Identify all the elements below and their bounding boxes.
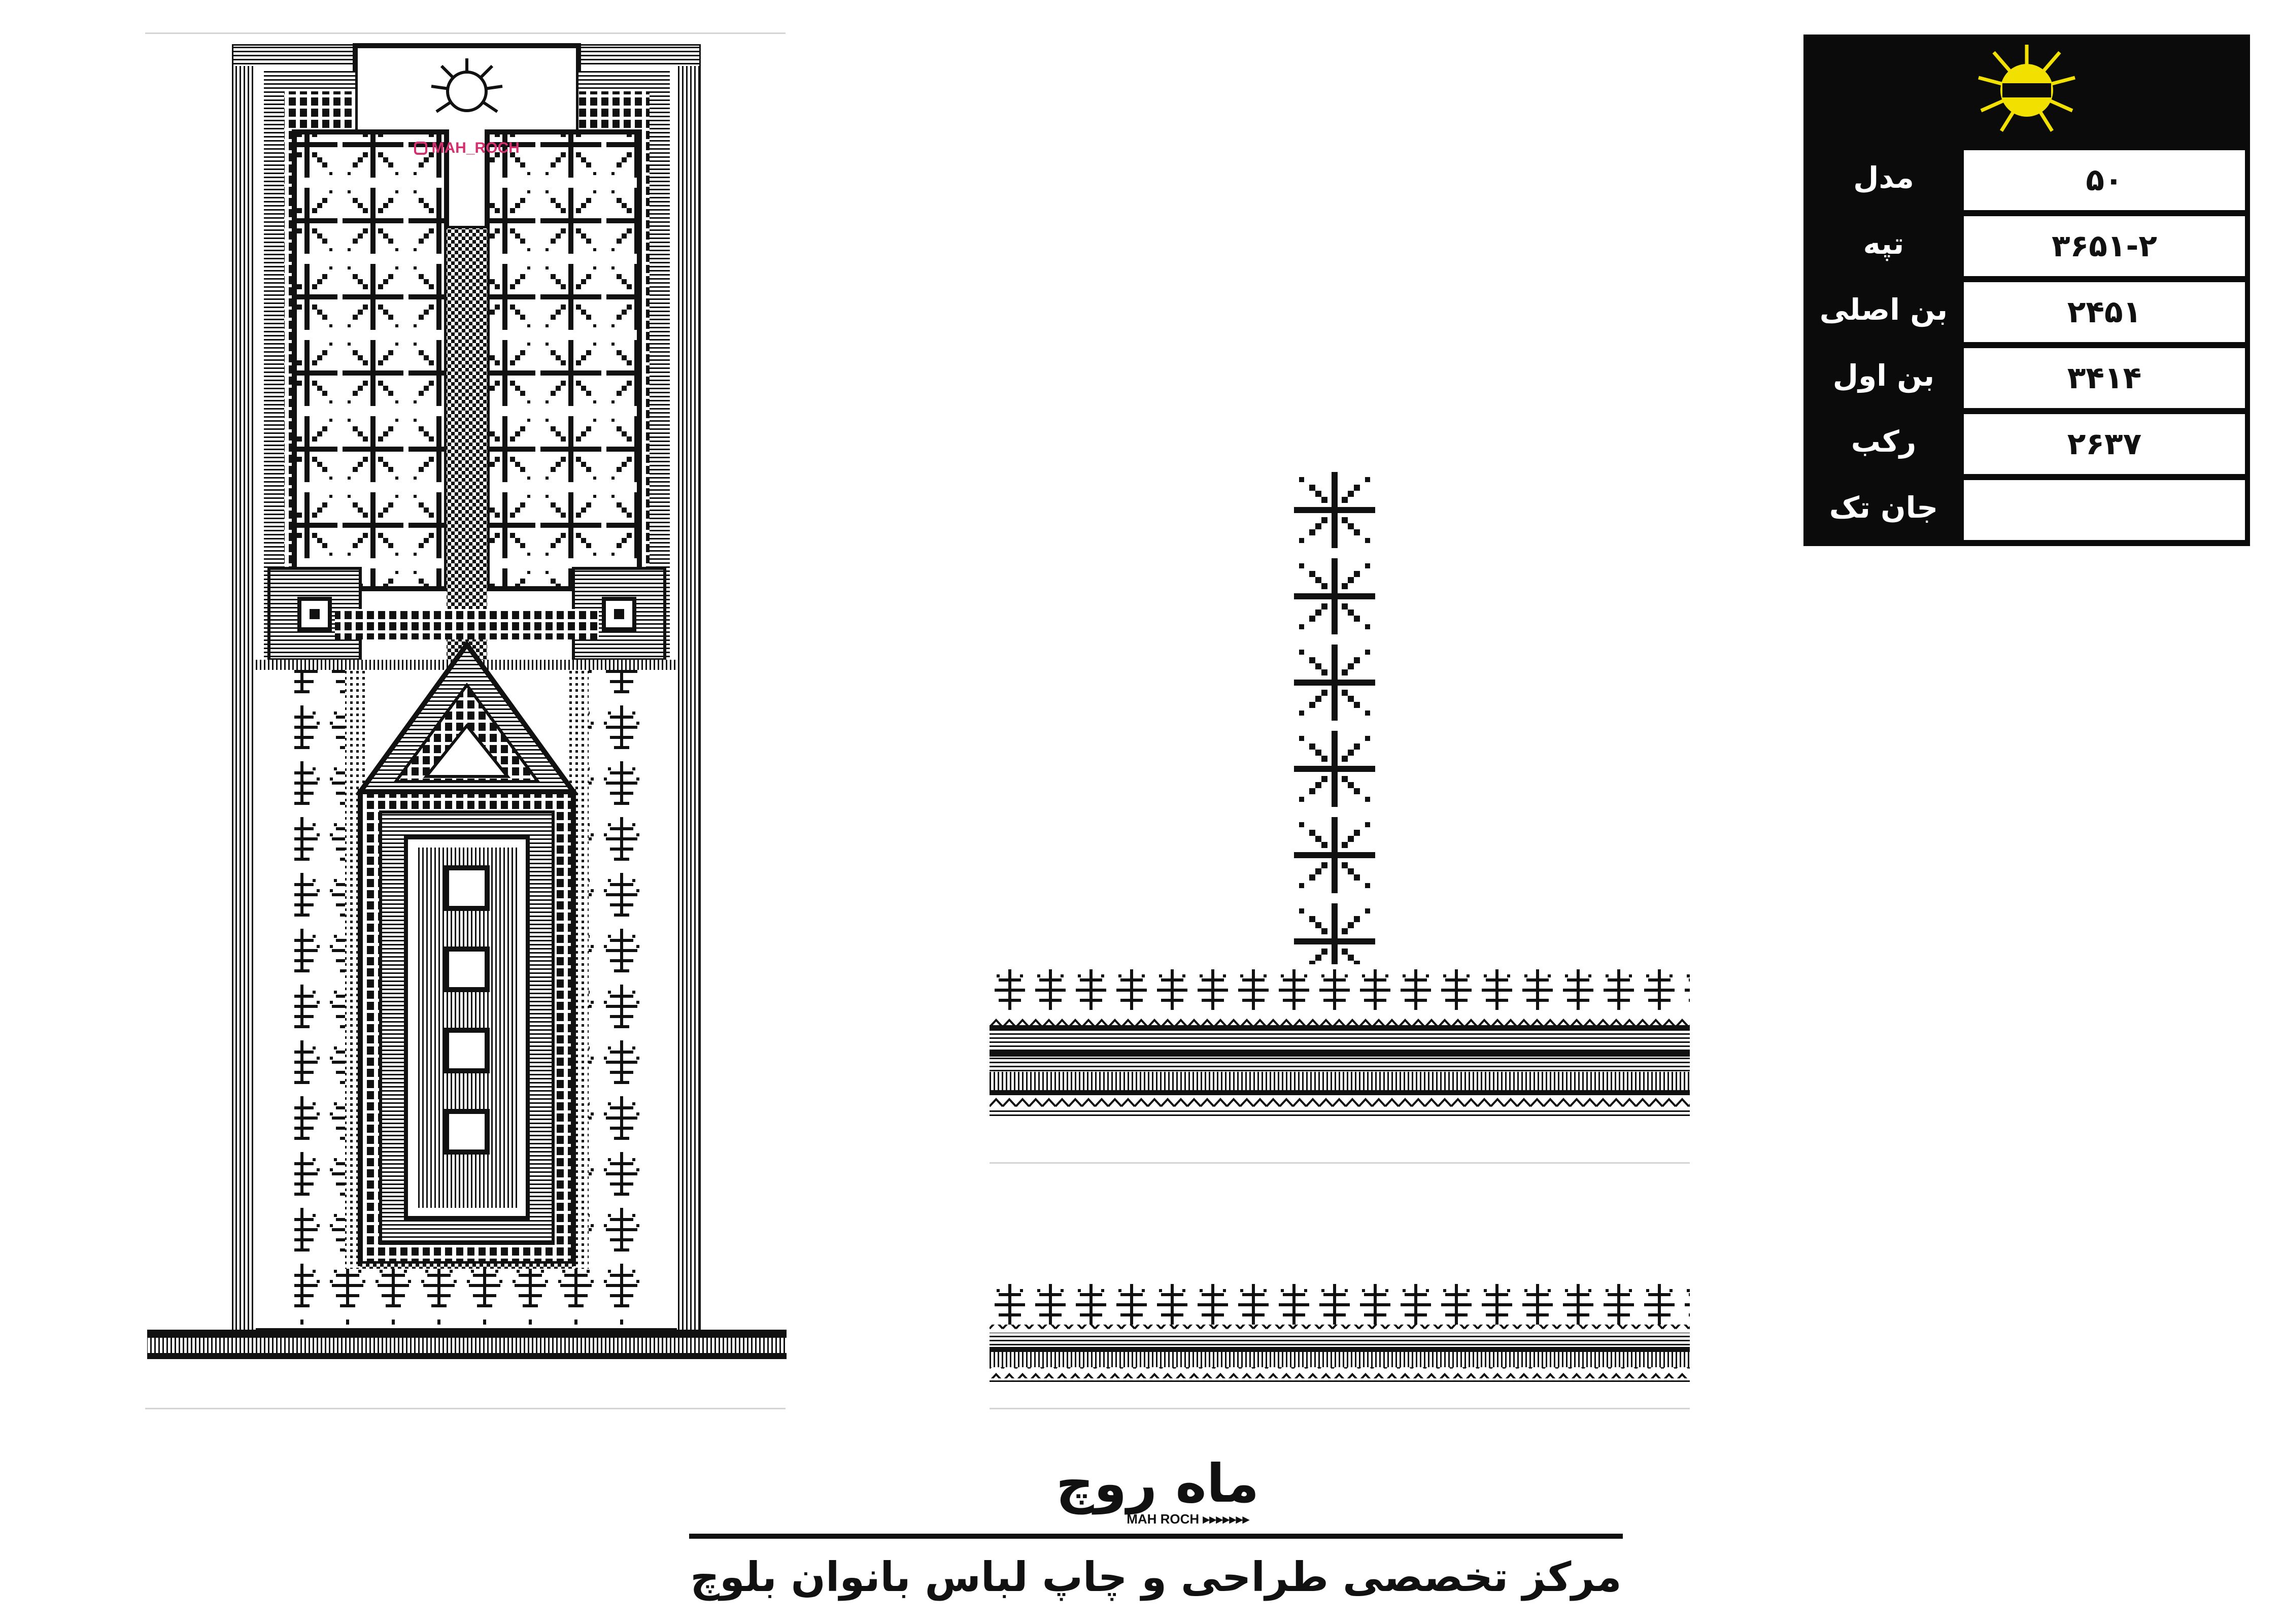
sleeve-divider [990, 1162, 1690, 1164]
footer-rule [689, 1534, 1623, 1539]
arrow-strip-icon: ▸▸▸▸▸▸▸ [1203, 1511, 1249, 1527]
footer-tagline: مرکز تخصصی طراحی و چاپ لباس بانوان بلوچ [690, 1553, 1622, 1601]
spec-value: ۳۶۵۱-۲ [1964, 216, 2245, 276]
instagram-icon [414, 142, 427, 155]
footer-brand-latin: MAH ROCH ▸▸▸▸▸▸▸ [1127, 1511, 1249, 1527]
spec-value: ۲۴۵۱ [1964, 282, 2245, 342]
collar-label [365, 56, 568, 208]
spec-table [1803, 35, 2250, 546]
dress-front-panel [142, 30, 792, 1416]
spec-value: ۲۶۳۷ [1964, 414, 2245, 474]
spec-row-rekab [1809, 411, 2245, 477]
spec-label: رکب [1851, 424, 1917, 459]
bottom-rule-right [990, 1408, 1690, 1409]
spec-row-model [1809, 147, 2245, 213]
sleeve-cuff-band-2 [990, 1279, 1690, 1391]
sleeve-cuff-band-1 [990, 964, 1690, 1137]
sun-logo-icon [1803, 35, 2250, 147]
footer-brand-name: ماه روچ [1055, 1452, 1259, 1514]
spec-label: مدل [1853, 160, 1914, 195]
top-rule-left [145, 32, 786, 34]
spec-label: تپه [1863, 226, 1904, 261]
spec-label: بن اصلی [1819, 292, 1948, 327]
spec-value: ۵۰ [1964, 150, 2245, 210]
sun-logo-icon [416, 56, 518, 127]
bottom-rule-left [145, 1408, 786, 1409]
spec-label: بن اول [1832, 358, 1935, 393]
spec-row-jantak [1809, 477, 2245, 543]
spec-value [1964, 480, 2245, 540]
spec-row-tappeh [1809, 213, 2245, 279]
instagram-handle: MAH_ROCH [431, 140, 520, 157]
spec-label: جان تک [1829, 490, 1938, 525]
spec-value: ۳۴۱۴ [1964, 348, 2245, 408]
footer-brand-logo [1048, 1452, 1267, 1532]
collar-instagram [365, 139, 568, 157]
spec-row-first-base [1809, 345, 2245, 411]
sleeve-motif-column [1289, 467, 1380, 964]
spec-row-main-base [1809, 279, 2245, 345]
